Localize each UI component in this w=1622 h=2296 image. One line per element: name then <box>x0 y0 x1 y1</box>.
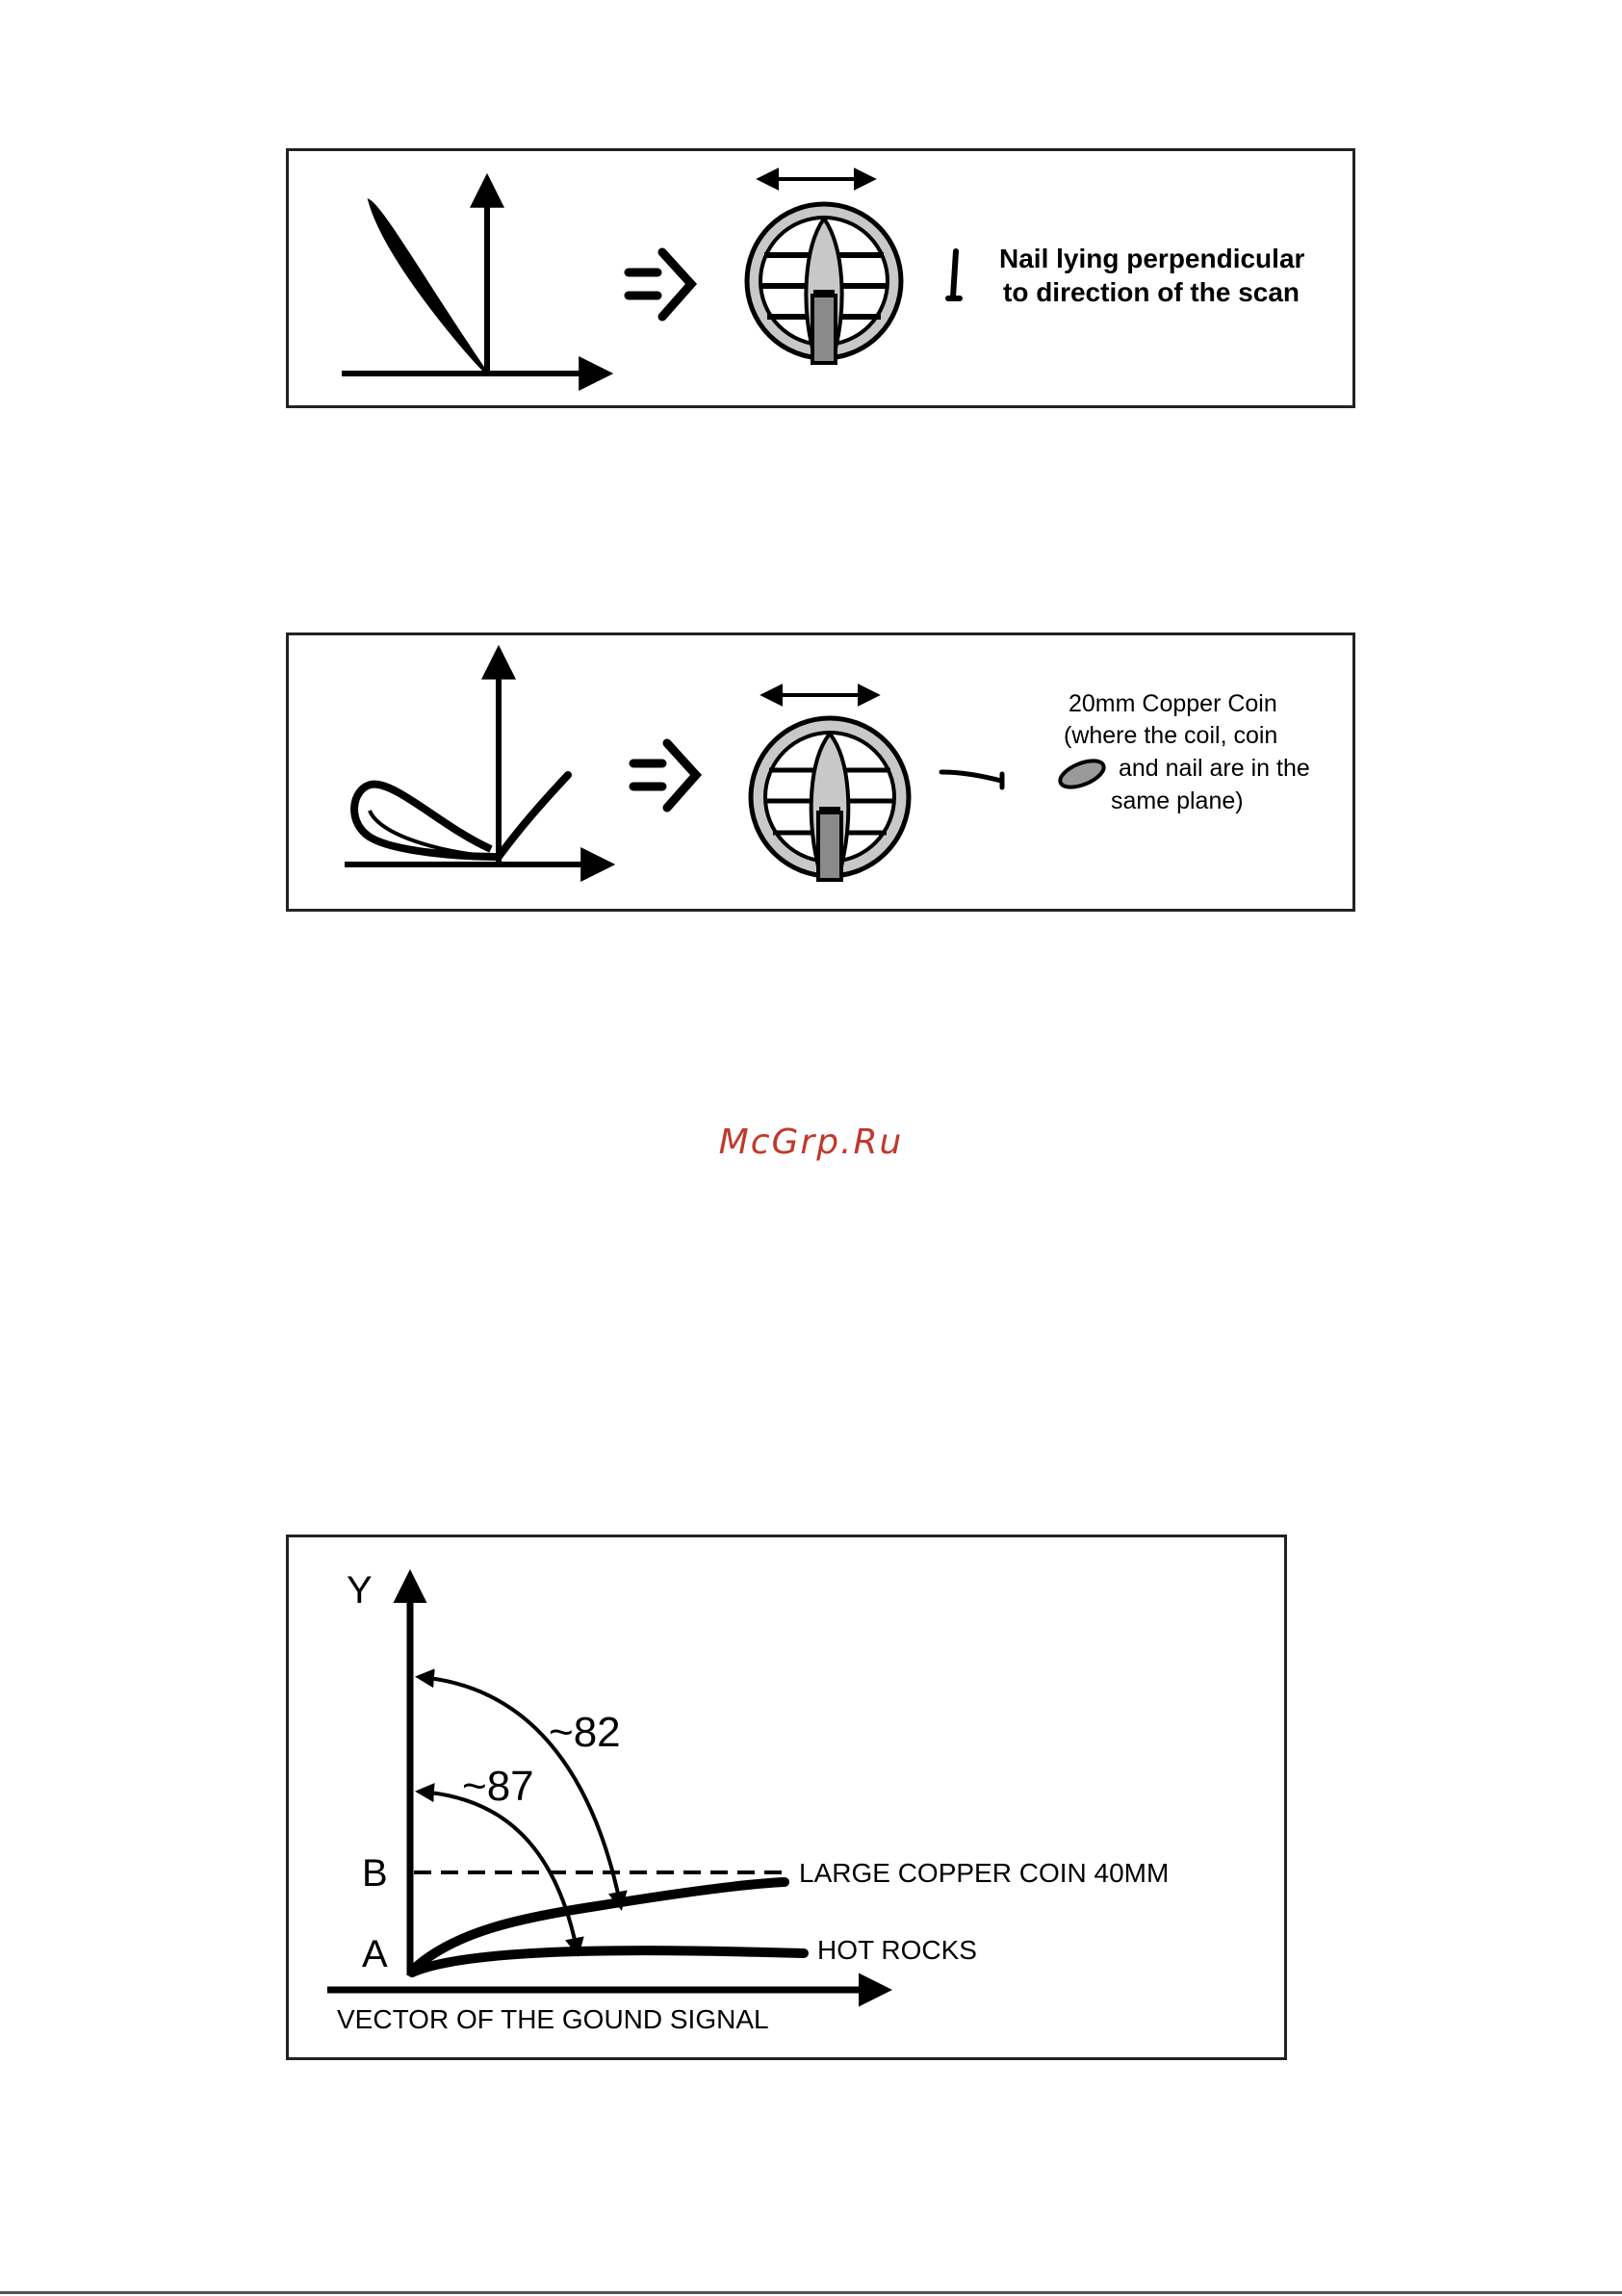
hot-rocks-curve <box>412 1950 804 1973</box>
search-coil-icon <box>751 718 909 880</box>
figure2-caption-line3: and nail are in the <box>1119 755 1310 782</box>
x-axis-label: VECTOR OF THE GOUND SIGNAL <box>337 2004 769 2034</box>
signal-branch <box>499 775 568 857</box>
point-a-label: A <box>362 1933 388 1975</box>
figure3-drawing <box>289 1537 1290 2063</box>
figure2-caption-line2: (where the coil, coin <box>1064 722 1278 749</box>
figure-nail-perpendicular <box>286 148 1355 408</box>
double-arrow-icon <box>414 151 691 317</box>
figure-ground-signal-vector <box>286 1535 1287 2060</box>
point-b-label: B <box>362 1852 388 1895</box>
large-coin-label: LARGE COPPER COIN 40MM <box>799 1858 1170 1888</box>
figure1-caption-line2: to direction of the scan <box>1003 277 1300 307</box>
hot-rocks-label: HOT ROCKS <box>817 1935 977 1965</box>
figure1-drawing <box>289 151 1358 411</box>
figure1-caption-line1: Nail lying perpendicular <box>999 244 1305 273</box>
angle-87-label: ~87 <box>462 1763 534 1810</box>
angle-82-label: ~82 <box>549 1709 621 1756</box>
figure2-caption-line1: 20mm Copper Coin <box>1068 690 1277 717</box>
watermark-text: McGrp.Ru <box>718 1122 904 1162</box>
figure2-caption-line4: same plane) <box>1111 787 1244 814</box>
figure2-drawing <box>289 635 1358 915</box>
nail-icon <box>948 251 960 298</box>
figure-coin-nail-plane <box>286 632 1355 912</box>
page-bottom-rule <box>0 2291 1622 2294</box>
double-arrow-icon <box>633 743 696 808</box>
search-coil-icon <box>747 204 901 363</box>
copper-coin-icon <box>1057 756 1108 792</box>
y-axis-label: Y <box>347 1569 373 1612</box>
nail-icon <box>941 772 1002 787</box>
signal-loop-shape <box>370 201 487 374</box>
